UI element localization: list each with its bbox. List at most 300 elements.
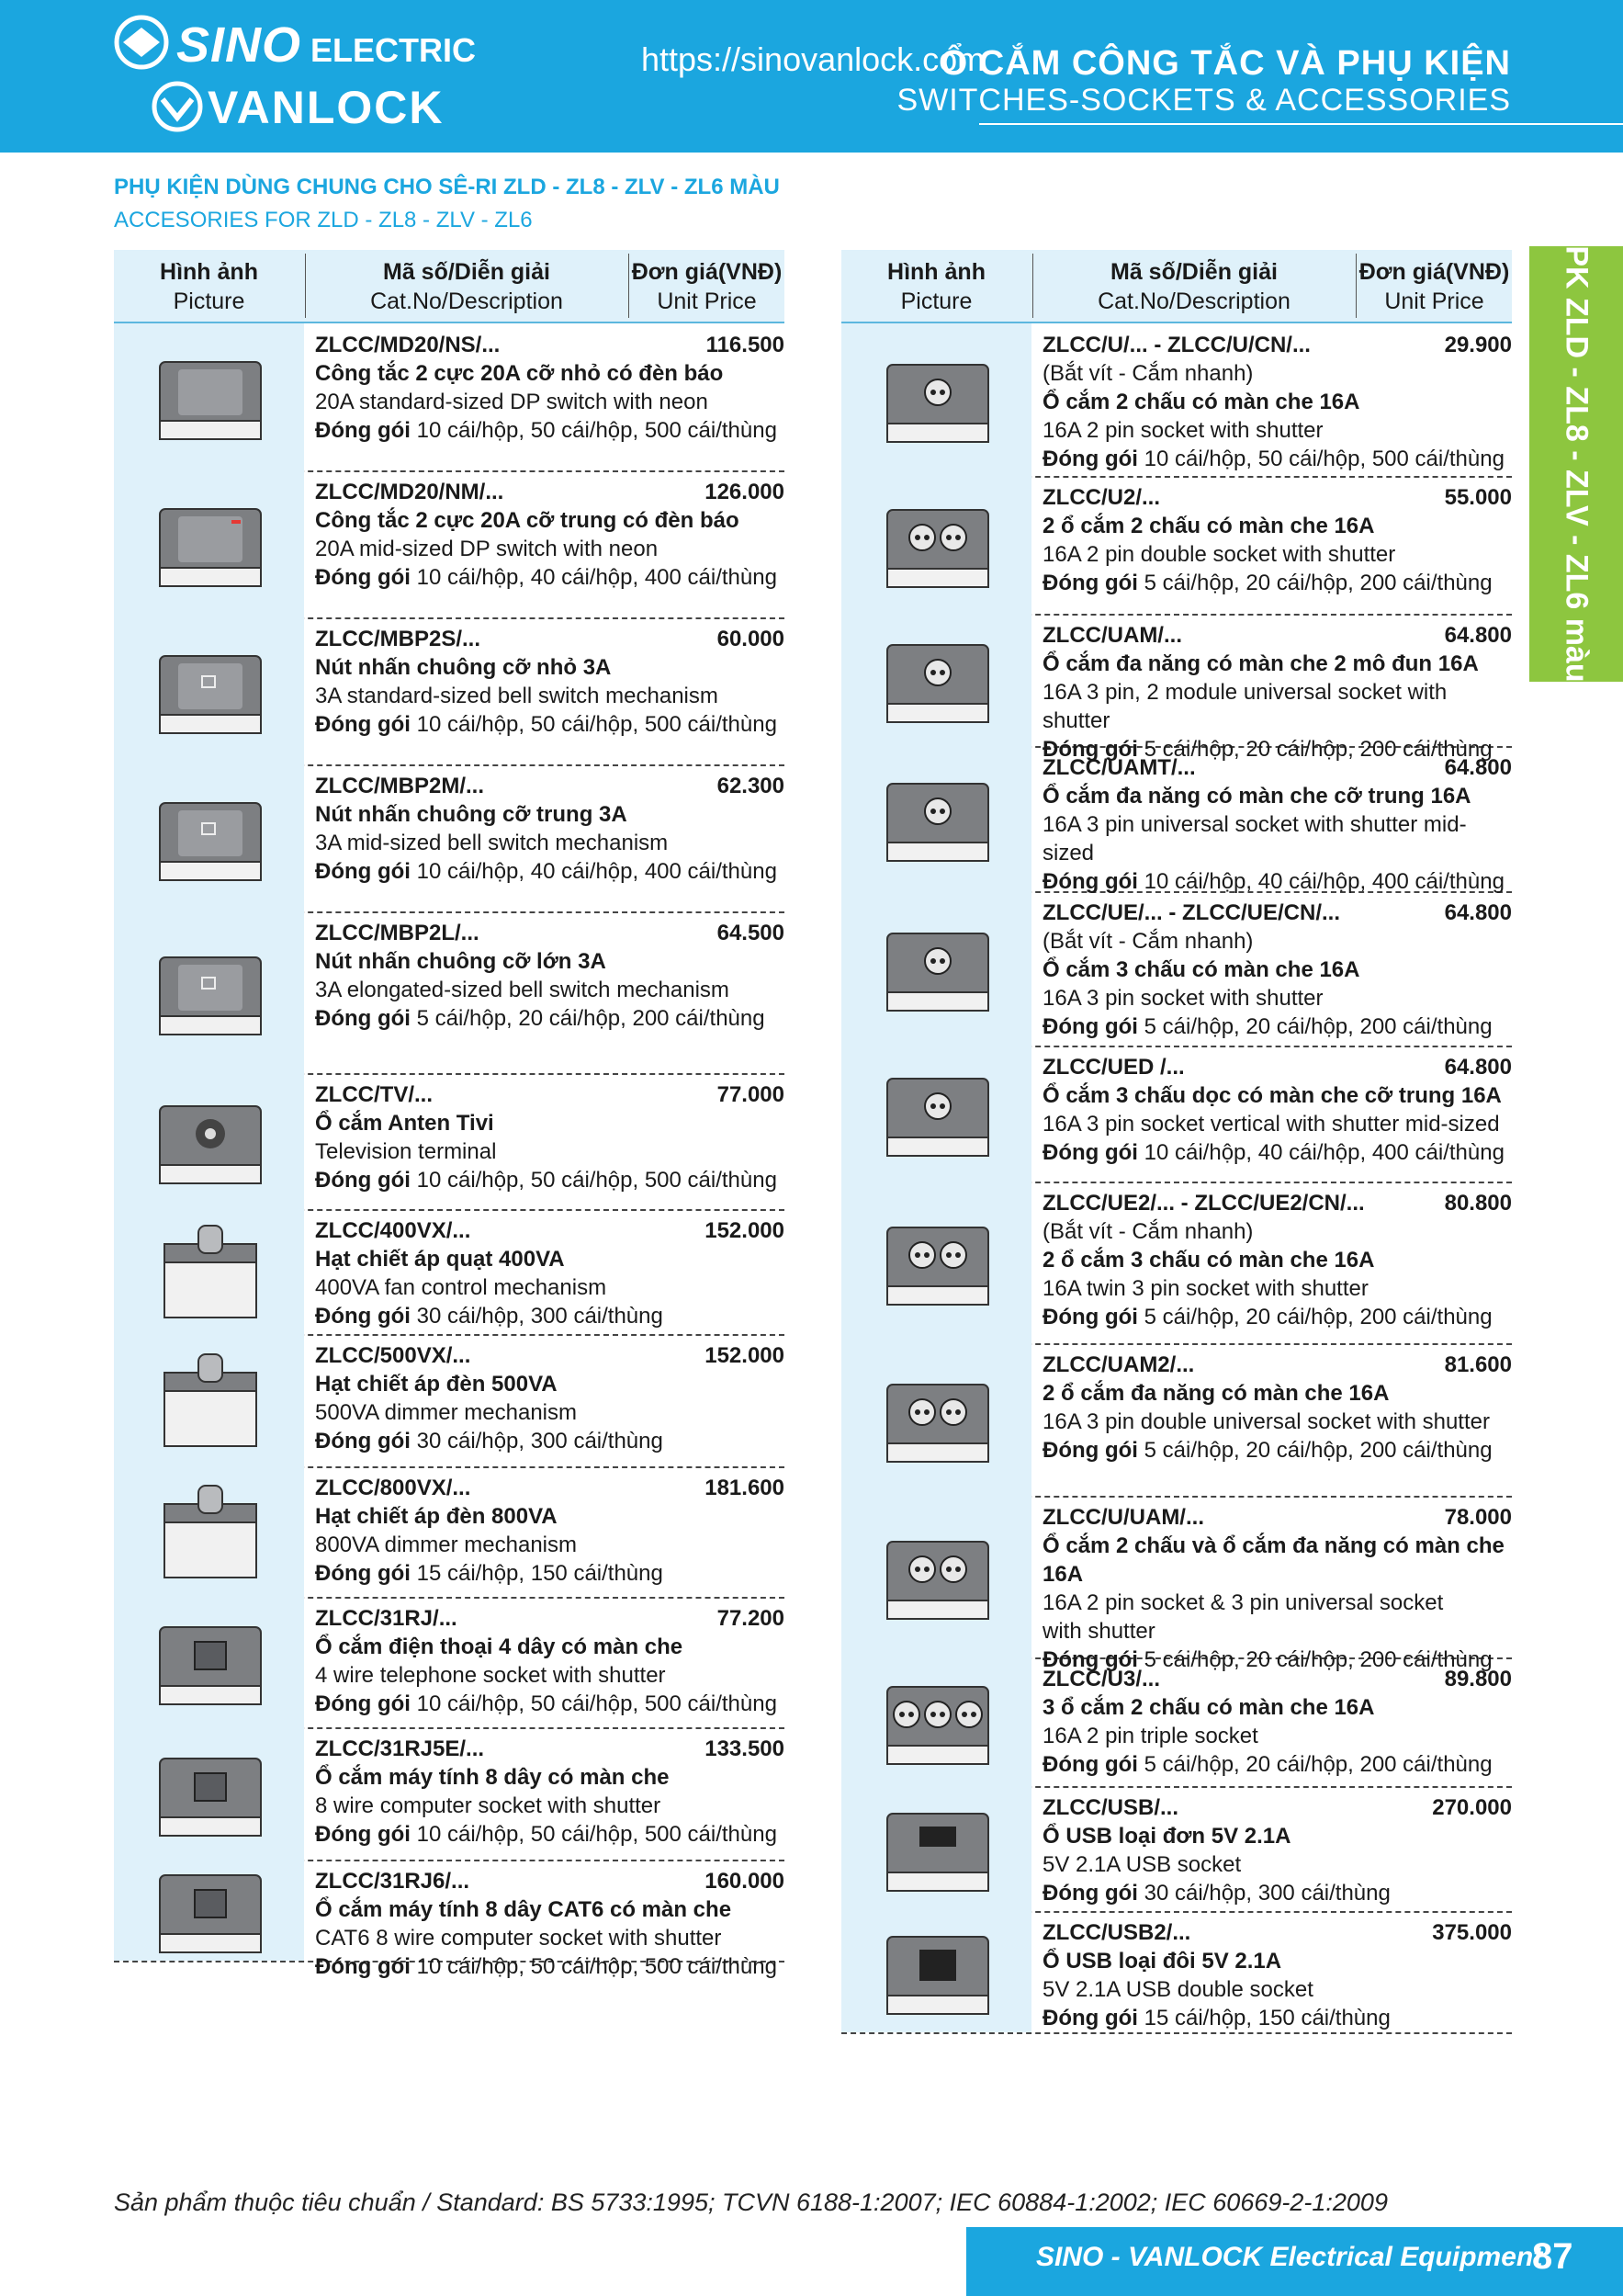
side-tab-label: PK ZLD - ZL8 - ZLV - ZL6 màu (1559, 245, 1595, 683)
product-image (141, 1476, 279, 1587)
product-name-vn: Ổ USB loại đôi 5V 2.1A (1043, 1949, 1282, 1974)
packing-value: 10 cái/hộp, 50 cái/hộp, 500 cái/thùng (416, 418, 777, 443)
product-name-en: 4 wire telephone socket with shutter (315, 1663, 666, 1688)
product-description (1043, 1053, 1512, 1167)
brand-sino-text: SINO (176, 17, 302, 73)
product-image-cell (841, 614, 1031, 746)
packing-value: 10 cái/hộp, 40 cái/hộp, 400 cái/thùng (416, 859, 777, 884)
packing-value: 30 cái/hộp, 300 cái/thùng (416, 1429, 663, 1453)
packing-label: Đóng gói (1043, 1752, 1138, 1777)
product-name-en: 3A mid-sized bell switch mechanism (315, 831, 669, 855)
section-title-en: ACCESORIES FOR ZLD - ZL8 - ZLV - ZL6 (114, 208, 533, 232)
product-code: ZLCC/UED /... (1043, 1055, 1185, 1080)
product-description (1043, 1918, 1512, 2032)
product-image-cell (841, 1343, 1031, 1496)
product-row (841, 1911, 1512, 2034)
product-price: 55.000 (1444, 485, 1512, 510)
packing-value: 5 cái/hộp, 20 cái/hộp, 200 cái/thùng (1144, 1014, 1493, 1039)
product-note: (Bắt vít - Cắm nhanh) (1043, 929, 1254, 954)
product-image-cell (841, 1657, 1031, 1786)
product-image-cell (114, 1073, 304, 1209)
packing-label: Đóng gói (315, 418, 411, 443)
packing-label: Đóng gói (315, 1304, 411, 1329)
product-name-en: 16A 3 pin, 2 module universal socket with shutter (1043, 680, 1448, 733)
header-desc-vn: Mã số/Diễn giải (1110, 259, 1278, 285)
product-packing (315, 1302, 784, 1330)
product-name-en: 400VA fan control mechanism (315, 1275, 607, 1300)
product-description (315, 1604, 784, 1718)
product-code: ZLCC/31RJ/... (315, 1606, 457, 1631)
product-name-en: 3A standard-sized bell switch mechanism (315, 684, 718, 708)
product-code: ZLCC/MBP2S/... (315, 627, 481, 651)
product-image (869, 1521, 1007, 1632)
product-name-en: 20A mid-sized DP switch with neon (315, 537, 659, 561)
packing-label: Đóng gói (315, 1006, 411, 1031)
product-row (841, 476, 1512, 616)
product-image-cell (114, 323, 304, 470)
product-name-vn: Hạt chiết áp quạt 400VA (315, 1247, 565, 1272)
packing-label: Đóng gói (1043, 1647, 1138, 1672)
product-row (114, 911, 784, 1075)
header-description (1033, 257, 1355, 316)
product-code: ZLCC/31RJ6/... (315, 1869, 470, 1894)
product-image (869, 1058, 1007, 1169)
product-code: ZLCC/U/... - ZLCC/U/CN/... (1043, 333, 1311, 357)
packing-label: Đóng gói (315, 1691, 411, 1716)
packing-value: 10 cái/hộp, 40 cái/hộp, 400 cái/thùng (1144, 1140, 1505, 1165)
product-image-cell (841, 1786, 1031, 1911)
product-image-cell (841, 1496, 1031, 1657)
product-description (315, 331, 784, 445)
product-row (114, 1209, 784, 1336)
product-code: ZLCC/MD20/NM/... (315, 480, 504, 504)
product-packing (315, 1427, 784, 1455)
product-image-cell (841, 1911, 1031, 2032)
product-name-en: 16A 3 pin double universal socket with shutter (1043, 1409, 1490, 1434)
product-name-en: 16A 2 pin double socket with shutter (1043, 542, 1396, 567)
brand-electric-text: ELECTRIC (310, 31, 477, 69)
product-name-vn: Công tắc 2 cực 20A cỡ nhỏ có đèn báo (315, 361, 724, 386)
packing-value: 5 cái/hộp, 20 cái/hộp, 200 cái/thùng (1144, 1647, 1493, 1672)
product-name-en-cont: with shutter (1043, 1619, 1155, 1644)
product-price: 77.000 (716, 1082, 784, 1107)
product-code: ZLCC/USB/... (1043, 1795, 1178, 1820)
product-price: 64.800 (1444, 755, 1512, 780)
product-name-vn: Ổ USB loại đơn 5V 2.1A (1043, 1824, 1291, 1849)
product-row (114, 1073, 784, 1211)
product-name-en: 8 wire computer socket with shutter (315, 1793, 661, 1818)
product-code: ZLCC/USB2/... (1043, 1920, 1191, 1945)
product-description (315, 1341, 784, 1455)
product-description (315, 772, 784, 886)
product-packing (315, 416, 784, 445)
packing-label: Đóng gói (315, 712, 411, 737)
header-description (306, 257, 627, 316)
product-price: 64.800 (1444, 623, 1512, 648)
product-image (141, 1738, 279, 1849)
product-price: 81.600 (1444, 1352, 1512, 1377)
product-name-en: 500VA dimmer mechanism (315, 1400, 577, 1425)
header-picture-en: Picture (173, 288, 245, 314)
packing-value: 10 cái/hộp, 50 cái/hộp, 500 cái/thùng (416, 712, 777, 737)
product-name-en: 16A twin 3 pin socket with shutter (1043, 1276, 1369, 1301)
product-row (841, 746, 1512, 893)
header-price (629, 257, 784, 316)
product-code: ZLCC/MBP2L/... (315, 921, 479, 945)
product-image (869, 1667, 1007, 1777)
product-image-cell (841, 323, 1031, 476)
product-image (141, 1086, 279, 1196)
product-image-cell (114, 1334, 304, 1466)
product-packing (1043, 569, 1512, 597)
vanlock-logo-icon (152, 81, 203, 132)
product-image (141, 1345, 279, 1455)
product-code: ZLCC/UAM/... (1043, 623, 1182, 648)
product-code: ZLCC/U/UAM/... (1043, 1505, 1204, 1530)
product-image (141, 1607, 279, 1717)
product-image-cell (114, 1597, 304, 1727)
footer-brand: SINO - VANLOCK Electrical Equipment (1036, 2242, 1543, 2272)
product-packing (315, 1820, 784, 1849)
product-description (315, 919, 784, 1033)
product-description (1043, 483, 1512, 597)
header-price-vn: Đơn giá(VNĐ) (1358, 259, 1510, 285)
right-product-table (841, 250, 1512, 2032)
product-image (869, 1917, 1007, 2027)
packing-value: 30 cái/hộp, 300 cái/thùng (1144, 1881, 1391, 1906)
product-code: ZLCC/MBP2M/... (315, 774, 484, 798)
product-image (141, 636, 279, 746)
product-description (1043, 331, 1512, 473)
product-packing (1043, 1879, 1512, 1907)
product-description (315, 1735, 784, 1849)
packing-value: 5 cái/hộp, 20 cái/hộp, 200 cái/thùng (1144, 1752, 1493, 1777)
page-header (0, 0, 1623, 153)
product-packing (1043, 445, 1512, 473)
product-image-cell (841, 891, 1031, 1046)
page-number: 87 (1532, 2236, 1573, 2277)
product-image-cell (114, 1466, 304, 1597)
product-code: ZLCC/500VX/... (315, 1343, 471, 1368)
product-row (841, 323, 1512, 478)
packing-value: 10 cái/hộp, 40 cái/hộp, 400 cái/thùng (416, 565, 777, 590)
product-price: 270.000 (1432, 1795, 1512, 1820)
product-description (315, 478, 784, 592)
product-description (315, 1080, 784, 1194)
packing-label: Đóng gói (1043, 1140, 1138, 1165)
product-image (141, 783, 279, 893)
product-price: 60.000 (716, 627, 784, 651)
packing-value: 15 cái/hộp, 150 cái/thùng (1144, 2006, 1391, 2030)
product-code: ZLCC/U3/... (1043, 1667, 1161, 1691)
product-price: 152.000 (704, 1343, 784, 1368)
product-name-vn: Ổ cắm máy tính 8 dây có màn che (315, 1765, 670, 1790)
product-row (114, 764, 784, 913)
product-description (315, 1216, 784, 1330)
product-name-en: 20A standard-sized DP switch with neon (315, 390, 708, 414)
product-name-vn: Công tắc 2 cực 20A cỡ trung có đèn báo (315, 508, 739, 533)
product-row (841, 1343, 1512, 1498)
product-description (1043, 1793, 1512, 1907)
product-description (1043, 1665, 1512, 1779)
product-image (141, 1855, 279, 1965)
product-price: 29.900 (1444, 333, 1512, 357)
packing-value: 10 cái/hộp, 50 cái/hộp, 500 cái/thùng (416, 1822, 777, 1847)
product-price: 133.500 (704, 1736, 784, 1761)
product-code: ZLCC/UAM2/... (1043, 1352, 1195, 1377)
header-picture (114, 257, 304, 316)
product-price: 181.600 (704, 1476, 784, 1500)
product-description (1043, 899, 1512, 1041)
product-description (1043, 621, 1512, 763)
product-price: 375.000 (1432, 1920, 1512, 1945)
product-image-cell (114, 617, 304, 764)
product-description (315, 625, 784, 739)
product-image-cell (841, 1182, 1031, 1343)
product-image-cell (114, 1727, 304, 1860)
product-code: ZLCC/400VX/... (315, 1218, 471, 1243)
product-packing (315, 1952, 784, 1981)
product-name-vn: Ổ cắm điện thoại 4 dây có màn che (315, 1634, 683, 1659)
product-image (869, 913, 1007, 1024)
packing-value: 5 cái/hộp, 20 cái/hộp, 200 cái/thùng (1144, 571, 1493, 595)
product-packing (1043, 1303, 1512, 1331)
packing-label: Đóng gói (315, 1429, 411, 1453)
product-name-vn: Ổ cắm máy tính 8 dây CAT6 có màn che (315, 1897, 732, 1922)
product-price: 126.000 (704, 480, 784, 504)
header-desc-en: Cat.No/Description (370, 288, 563, 314)
product-price: 80.800 (1444, 1191, 1512, 1216)
product-image-cell (841, 476, 1031, 614)
table-header (841, 250, 1512, 323)
product-row (841, 1182, 1512, 1345)
product-packing (315, 1166, 784, 1194)
header-url[interactable]: https://sinovanlock.com (641, 40, 986, 78)
product-row (841, 614, 1512, 762)
packing-label: Đóng gói (1043, 869, 1138, 894)
side-tab (1529, 246, 1623, 682)
product-row (114, 470, 784, 619)
product-price: 78.000 (1444, 1505, 1512, 1530)
product-row (841, 1786, 1512, 1913)
product-image-cell (841, 1046, 1031, 1182)
product-image (869, 1364, 1007, 1475)
product-code: ZLCC/MD20/NS/... (315, 333, 501, 357)
product-description (315, 1867, 784, 1981)
packing-value: 30 cái/hộp, 300 cái/thùng (416, 1304, 663, 1329)
product-price: 62.300 (716, 774, 784, 798)
product-price: 152.000 (704, 1218, 784, 1243)
product-packing (315, 563, 784, 592)
header-price (1357, 257, 1512, 316)
packing-value: 5 cái/hộp, 20 cái/hộp, 200 cái/thùng (1144, 737, 1493, 762)
packing-value: 10 cái/hộp, 40 cái/hộp, 400 cái/thùng (1144, 869, 1505, 894)
product-code: ZLCC/31RJ5E/... (315, 1736, 485, 1761)
packing-value: 15 cái/hộp, 150 cái/thùng (416, 1561, 663, 1586)
product-image (869, 1793, 1007, 1904)
product-code: ZLCC/UAMT/... (1043, 755, 1196, 780)
product-note: (Bắt vít - Cắm nhanh) (1043, 361, 1254, 386)
product-name-en: 5V 2.1A USB double socket (1043, 1977, 1313, 2002)
product-name-vn: 2 ổ cắm đa năng có màn che 16A (1043, 1381, 1390, 1406)
section-title-vn: PHỤ KIỆN DÙNG CHUNG CHO SÊ-RI ZLD - ZL8 - ZLV - ZL6 MÀU (114, 175, 780, 199)
header-picture (841, 257, 1031, 316)
product-image-cell (114, 470, 304, 617)
packing-label: Đóng gói (315, 1168, 411, 1193)
product-code: ZLCC/UE/... - ZLCC/UE/CN/... (1043, 900, 1340, 925)
product-name-vn: Ổ cắm Anten Tivi (315, 1111, 494, 1136)
header-desc-vn: Mã số/Diễn giải (383, 259, 550, 285)
packing-label: Đóng gói (315, 565, 411, 590)
product-row (114, 1860, 784, 1979)
sino-logo-icon (114, 15, 169, 70)
product-name-vn: 2 ổ cắm 2 chấu có màn che 16A (1043, 514, 1375, 538)
product-name-vn: Nút nhấn chuông cỡ lớn 3A (315, 949, 606, 974)
product-packing (315, 710, 784, 739)
product-description (1043, 1351, 1512, 1465)
product-price: 116.500 (705, 333, 784, 357)
product-image (141, 489, 279, 599)
packing-value: 10 cái/hộp, 50 cái/hộp, 500 cái/thùng (416, 1168, 777, 1193)
product-price: 160.000 (704, 1869, 784, 1894)
product-image (869, 625, 1007, 735)
packing-value: 10 cái/hộp, 50 cái/hộp, 500 cái/thùng (416, 1691, 777, 1716)
product-name-vn: Hạt chiết áp đèn 500VA (315, 1372, 558, 1397)
product-image (869, 490, 1007, 600)
product-description (1043, 1189, 1512, 1331)
product-code: ZLCC/U2/... (1043, 485, 1161, 510)
packing-value: 5 cái/hộp, 20 cái/hộp, 200 cái/thùng (416, 1006, 765, 1031)
product-packing (315, 1690, 784, 1718)
packing-label: Đóng gói (1043, 1305, 1138, 1329)
header-picture-vn: Hình ảnh (160, 259, 258, 285)
product-name-en: 16A 2 pin socket & 3 pin universal socket (1043, 1590, 1444, 1615)
product-row (114, 617, 784, 766)
table-header (114, 250, 784, 323)
header-picture-vn: Hình ảnh (887, 259, 986, 285)
header-picture-en: Picture (900, 288, 973, 314)
product-packing (1043, 2004, 1512, 2032)
packing-label: Đóng gói (315, 1822, 411, 1847)
product-row (114, 323, 784, 472)
header-price-en: Unit Price (1384, 288, 1484, 314)
packing-label: Đóng gói (1043, 737, 1138, 762)
packing-label: Đóng gói (1043, 447, 1138, 471)
product-packing (315, 1559, 784, 1588)
product-price: 64.800 (1444, 1055, 1512, 1080)
product-price: 64.800 (1444, 900, 1512, 925)
product-description (315, 1474, 784, 1588)
header-divider (979, 123, 1623, 125)
product-name-vn: Ổ cắm 2 chấu và ổ cắm đa năng có màn che 16A (1043, 1533, 1505, 1587)
product-row (841, 1496, 1512, 1672)
packing-label: Đóng gói (1043, 1014, 1138, 1039)
packing-value: 5 cái/hộp, 20 cái/hộp, 200 cái/thùng (1144, 1305, 1493, 1329)
product-image (869, 1207, 1007, 1318)
product-image-cell (841, 746, 1031, 891)
packing-label: Đóng gói (1043, 571, 1138, 595)
product-name-vn: Hạt chiết áp đèn 800VA (315, 1504, 558, 1529)
product-row (841, 1046, 1512, 1183)
brand-vanlock: VANLOCK (208, 82, 445, 133)
packing-value: 10 cái/hộp, 50 cái/hộp, 500 cái/thùng (416, 1954, 777, 1979)
product-name-en: 800VA dimmer mechanism (315, 1533, 577, 1557)
product-note: (Bắt vít - Cắm nhanh) (1043, 1219, 1254, 1244)
product-packing (315, 857, 784, 886)
packing-label: Đóng gói (315, 1561, 411, 1586)
product-packing (315, 1004, 784, 1033)
product-name-vn: 2 ổ cắm 3 chấu có màn che 16A (1043, 1248, 1375, 1272)
product-image-cell (114, 764, 304, 911)
product-packing (1043, 1750, 1512, 1779)
header-price-en: Unit Price (657, 288, 757, 314)
packing-label: Đóng gói (315, 859, 411, 884)
product-name-vn: Nút nhấn chuông cỡ nhỏ 3A (315, 655, 612, 680)
product-name-vn: 3 ổ cắm 2 chấu có màn che 16A (1043, 1695, 1375, 1720)
product-row (114, 1334, 784, 1468)
product-name-en: 16A 3 pin socket with shutter (1043, 986, 1324, 1011)
product-image (141, 342, 279, 452)
packing-value: 10 cái/hộp, 50 cái/hộp, 500 cái/thùng (1144, 447, 1505, 471)
product-code: ZLCC/800VX/... (315, 1476, 471, 1500)
product-name-vn: Ổ cắm đa năng có màn che 2 mô đun 16A (1043, 651, 1479, 676)
packing-label: Đóng gói (315, 1954, 411, 1979)
product-name-en: 16A 3 pin socket vertical with shutter mid-sized (1043, 1112, 1500, 1137)
product-name-vn: Nút nhấn chuông cỡ trung 3A (315, 802, 627, 827)
product-packing (1043, 1436, 1512, 1465)
product-row (114, 1727, 784, 1861)
product-row (841, 891, 1512, 1047)
product-image-cell (114, 1860, 304, 1961)
product-name-en: 16A 3 pin universal socket with shutter mid-sized (1043, 812, 1467, 865)
header-title-vn: Ổ CẮM CÔNG TẮC VÀ PHỤ KIỆN (940, 44, 1511, 83)
header-desc-en: Cat.No/Description (1098, 288, 1291, 314)
product-name-en: 16A 2 pin triple socket (1043, 1724, 1258, 1748)
product-packing (1043, 1138, 1512, 1167)
header-title-en: SWITCHES-SOCKETS & ACCESSORIES (896, 83, 1511, 118)
product-row (841, 1657, 1512, 1788)
product-description (1043, 1503, 1512, 1674)
packing-label: Đóng gói (1043, 1438, 1138, 1463)
header-price-vn: Đơn giá(VNĐ) (631, 259, 783, 285)
product-description (1043, 753, 1512, 896)
product-name-en: 16A 2 pin socket with shutter (1043, 418, 1324, 443)
product-name-en: Television terminal (315, 1139, 497, 1164)
standard-note: Sản phẩm thuộc tiêu chuẩn / Standard: BS 5733:1995; TCVN 6188-1:2007; IEC 60884-1:2002; IEC 60669-2-1:2009 (114, 2189, 1388, 2216)
product-name-en: 5V 2.1A USB socket (1043, 1852, 1242, 1877)
product-image (869, 763, 1007, 874)
left-product-table (114, 250, 784, 2032)
product-row (114, 1466, 784, 1599)
brand-sino (176, 17, 476, 74)
product-price: 64.500 (716, 921, 784, 945)
product-image (869, 345, 1007, 455)
product-name-en: 3A elongated-sized bell switch mechanism (315, 978, 729, 1002)
packing-value: 5 cái/hộp, 20 cái/hộp, 200 cái/thùng (1144, 1438, 1493, 1463)
packing-label: Đóng gói (1043, 1881, 1138, 1906)
product-name-vn: Ổ cắm 3 chấu có màn che 16A (1043, 957, 1360, 982)
product-name-vn: Ổ cắm đa năng có màn che cỡ trung 16A (1043, 784, 1471, 809)
product-row (114, 1597, 784, 1729)
product-image (141, 937, 279, 1047)
product-price: 77.200 (716, 1606, 784, 1631)
product-code: ZLCC/UE2/... - ZLCC/UE2/CN/... (1043, 1191, 1365, 1216)
product-image-cell (114, 1209, 304, 1334)
product-code: ZLCC/TV/... (315, 1082, 433, 1107)
product-image (141, 1216, 279, 1327)
product-price: 89.800 (1444, 1667, 1512, 1691)
product-name-en: CAT6 8 wire computer socket with shutter (315, 1926, 722, 1951)
